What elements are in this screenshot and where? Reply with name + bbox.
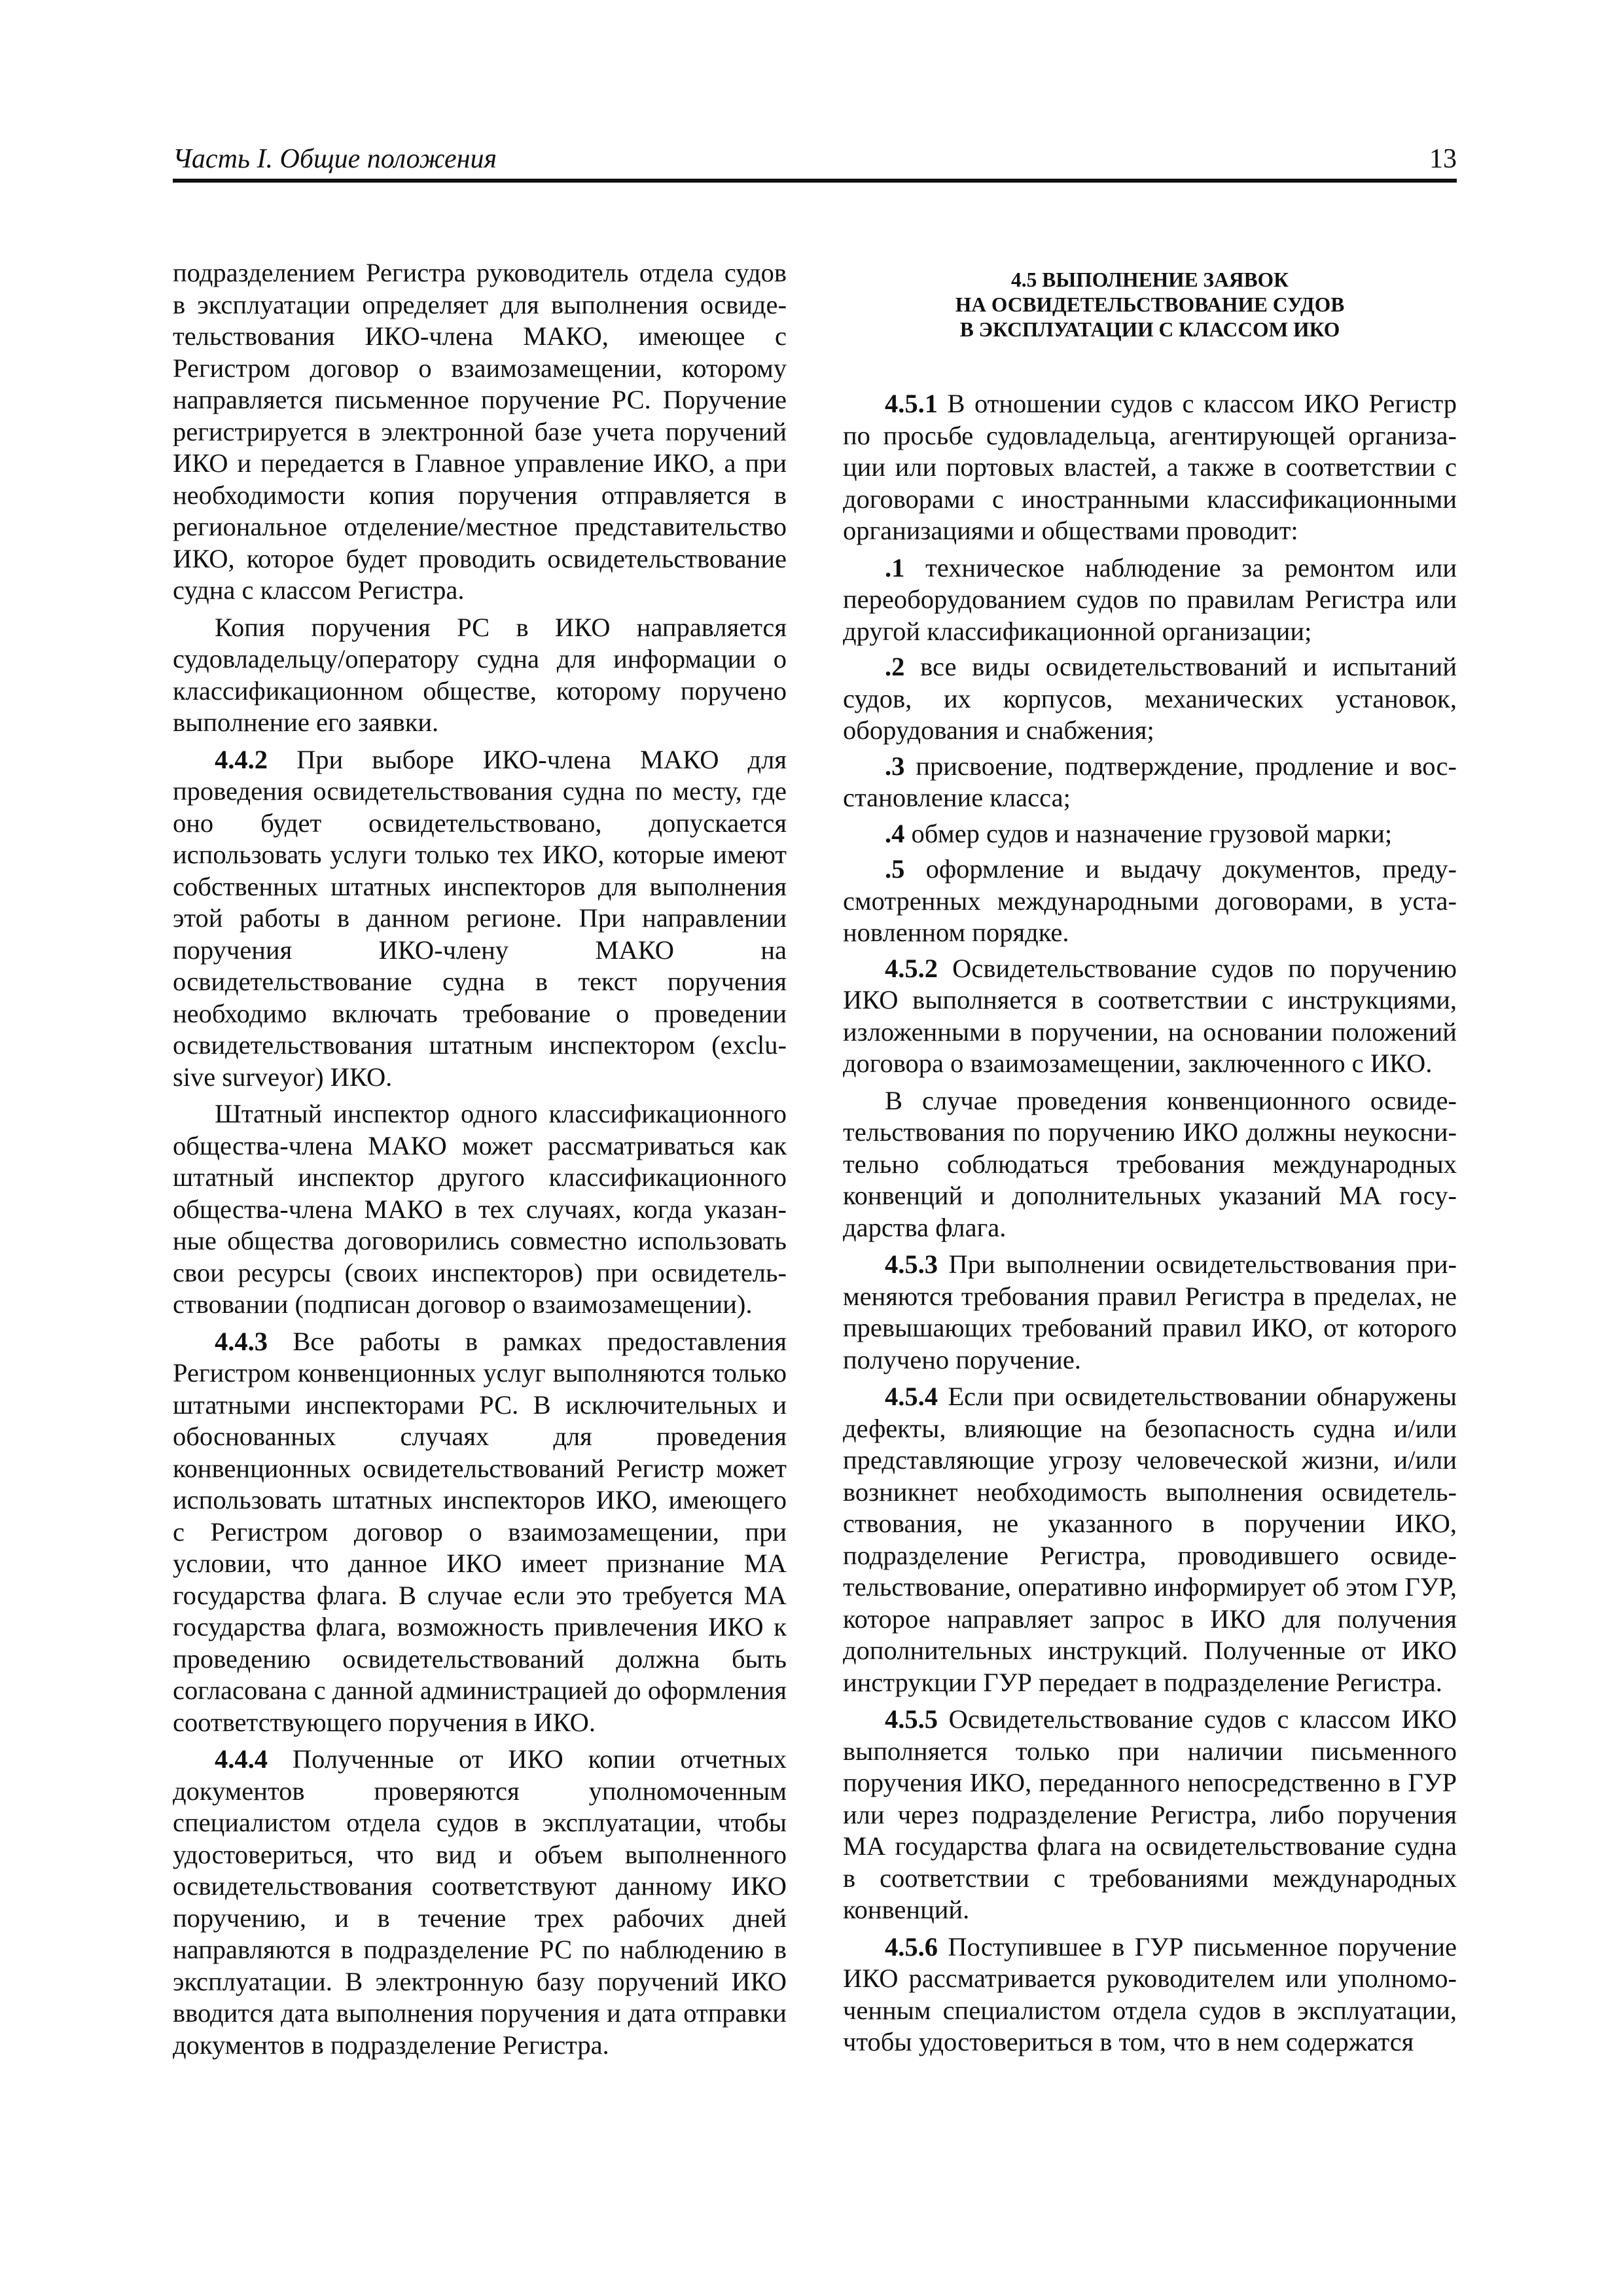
list-item-number: .3: [885, 751, 905, 781]
list-item-number: .1: [885, 552, 905, 583]
paragraph: Штатный инспектор одного классификационного общества-члена МАКО может рассматриваться как штатный инспектор другого классификационного общества-члена МАКО в тех случаях, когда указанные общества договорились совместно использовать свои ресурсы (своих инспекторов) при освидетельствовании (подписан договор о взаимозамещении).: [173, 1099, 787, 1319]
left-column: [173, 257, 787, 2066]
clause-number: 4.5.6: [885, 1931, 938, 1962]
paragraph: Копия поручения РС в ИКО направляется судовладельцу/оператору судна для информации о классификационном обществе, которому поручено выполнение его заявки.: [173, 612, 787, 737]
clause-number: 4.4.2: [215, 744, 268, 774]
clause-4-5-3: [843, 1249, 1457, 1376]
right-column: [843, 257, 1457, 2064]
list-item-text: присвоение, подтверждение, продление и восстановление класса;: [843, 751, 1457, 812]
clause-number: 4.5.5: [885, 1704, 938, 1734]
list-item-number: .5: [885, 854, 905, 884]
list-item-text: оформление и выдачу документов, предусмотренных международными договорами, в установленном порядке.: [843, 854, 1457, 947]
list-item-text: обмер судов и назначение грузовой марки;: [911, 818, 1393, 848]
clause-number: 4.4.3: [215, 1326, 268, 1356]
clause-text: Освидетельствование судов с классом ИКО выполняется только при наличии письменного поручения ИКО, переданного непосредственно в ГУР или через подразделение Регистра, либо поручения МА государства флага на освидетельствование судна в соответствии с требованиями международных конвенций.: [843, 1704, 1457, 1924]
clause-4-4-4: [173, 1744, 787, 2061]
clause-number: 4.5.1: [885, 389, 938, 418]
clause-4-4-2: [173, 744, 787, 1094]
page-number: 13: [1429, 144, 1457, 174]
clause-text: При выполнении освидетельствования применяются требования правил Регистра в пределах, не превышающих требований правил ИКО, от которого получено поручение.: [843, 1249, 1457, 1374]
clause-4-5-1: [843, 388, 1457, 547]
paragraph: В случае проведения конвенционного освидетельствования по поручению ИКО должны неукоснительно соблюдаться требования международных конвенций и дополнительных указаний МА государства флага.: [843, 1085, 1457, 1242]
list-item: [843, 818, 1457, 850]
list-item-text: все виды освидетельствований и испытаний судов, их корпусов, механических установок, оборудования и снабжения;: [843, 652, 1457, 745]
running-header-title: Часть I. Общие положения: [173, 144, 497, 174]
clause-number: 4.5.3: [885, 1249, 938, 1279]
clause-number: 4.5.2: [885, 953, 938, 983]
clause-text: Поступившее в ГУР письменное поручение ИКО рассматривается руководителем или уполномоченным специалистом отдела судов в эксплуатации, чтобы удостовериться в том, что в нем содержатся: [843, 1931, 1457, 2056]
paragraph: подразделением Регистра руководитель отдела судов в эксплуатации определяет для выполнения освидетельствования ИКО-члена МАКО, имеющее с Регистром договор о взаимозамещении, которому направляется письменное поручение РС. Поручение регистрируется в электронной базе учета поручений ИКО и передается в Главное управление ИКО, а при необходимости копия поручения отправляется в региональное отделение/местное представительство ИКО, которое будет проводить освидетельствование судна с классом Регистра.: [173, 258, 787, 605]
list-item: [843, 853, 1457, 949]
list-item-number: .2: [885, 652, 905, 681]
clause-number: 4.4.4: [215, 1744, 268, 1774]
clause-4-5-5: [843, 1704, 1457, 1926]
list-item: [843, 751, 1457, 814]
clause-text: Все работы в рамках предоставления Регистром конвенционных услуг выполняются только штатными инспекторами РС. В исключительных и обоснованных случаях для проведения конвенционных освидетельствований Регистр может использовать штатных инспекторов ИКО, имеющего с Регистром договор о взаимозамещении, при условии, что данное ИКО имеет признание МА государства флага. В случае если это требуется МА государства флага, возможность привлечения ИКО к проведению освидетельствований должна быть согласована с данной администрацией до оформления соответствующего поручения в ИКО.: [173, 1326, 787, 1737]
running-header: [173, 141, 1457, 183]
clause-4-4-3: [173, 1326, 787, 1739]
list-item: [843, 651, 1457, 747]
clause-number: 4.5.4: [885, 1382, 938, 1411]
list-item-text: техническое наблюдение за ремонтом или переоборудованием судов по правилам Регистра или другой классификационной организации;: [843, 552, 1457, 646]
clause-4-5-4: [843, 1381, 1457, 1698]
section-heading: [843, 268, 1457, 342]
clause-text: Если при освидетельствовании обнаружены дефекты, влияющие на безопасность судна и/или представляющие угрозу человеческой жизни, и/или возникнет необходимость выполнения освидетельствования, не указанного в поручении ИКО, подразделение Регистра, проводившего освидетельствование, оперативно информирует об этом ГУР, которое направляет запрос в ИКО для получения дополнительных инструкций. Полученные от ИКО инструкции ГУР передает в подразделение Регистра.: [843, 1382, 1457, 1697]
clause-text: При выборе ИКО-члена МАКО для проведения освидетельствования судна по месту, где оно будет освидетельствовано, допускается использовать услуги только тех ИКО, которые имеют собственных штатных инспекторов для выполнения этой работы в данном регионе. При направлении поручения ИКО-члену МАКО на освидетельствование судна в текст поручения необходимо включать требование о проведении освидетельствования штатным инспектором (exclusive surveyor) ИКО.: [173, 744, 787, 1092]
clause-text: Полученные от ИКО копии отчетных документов проверяются уполномоченным специалистом отдела судов в эксплуатации, чтобы удостовериться, что вид и объем выполненного освидетельствования соответствуют данному ИКО поручению, и в течение трех рабочих дней направляются в подразделение РС по наблюдению в эксплуатации. В электронную базу поручений ИКО вводится дата выполнения поручения и дата отправки документов в подразделение Регистра.: [173, 1744, 787, 2060]
clause-4-5-2: [843, 953, 1457, 1080]
section-heading-line: 4.5 ВЫПОЛНЕНИЕ ЗАЯВОК: [1011, 268, 1289, 291]
clause-text: Освидетельствование судов по поручению ИКО выполняется в соответствии с инструкциями, изложенными в поручении, на основании положений договора о взаимозамещении, заключенного с ИКО.: [843, 953, 1457, 1078]
clause-text: В отношении судов с классом ИКО Регистр по просьбе судовладельца, агентирующей организации или портовых властей, а также в соответствии с договорами с иностранными классификационными организациями и обществами проводит:: [843, 389, 1457, 545]
clause-4-5-6: [843, 1931, 1457, 2058]
clause-list: [843, 552, 1457, 949]
section-heading-line: НА ОСВИДЕТЕЛЬСТВОВАНИЕ СУДОВ: [955, 293, 1345, 316]
list-item-number: .4: [885, 818, 905, 848]
list-item: [843, 552, 1457, 648]
section-heading-line: В ЭКСПЛУАТАЦИИ С КЛАССОМ ИКО: [959, 318, 1340, 341]
